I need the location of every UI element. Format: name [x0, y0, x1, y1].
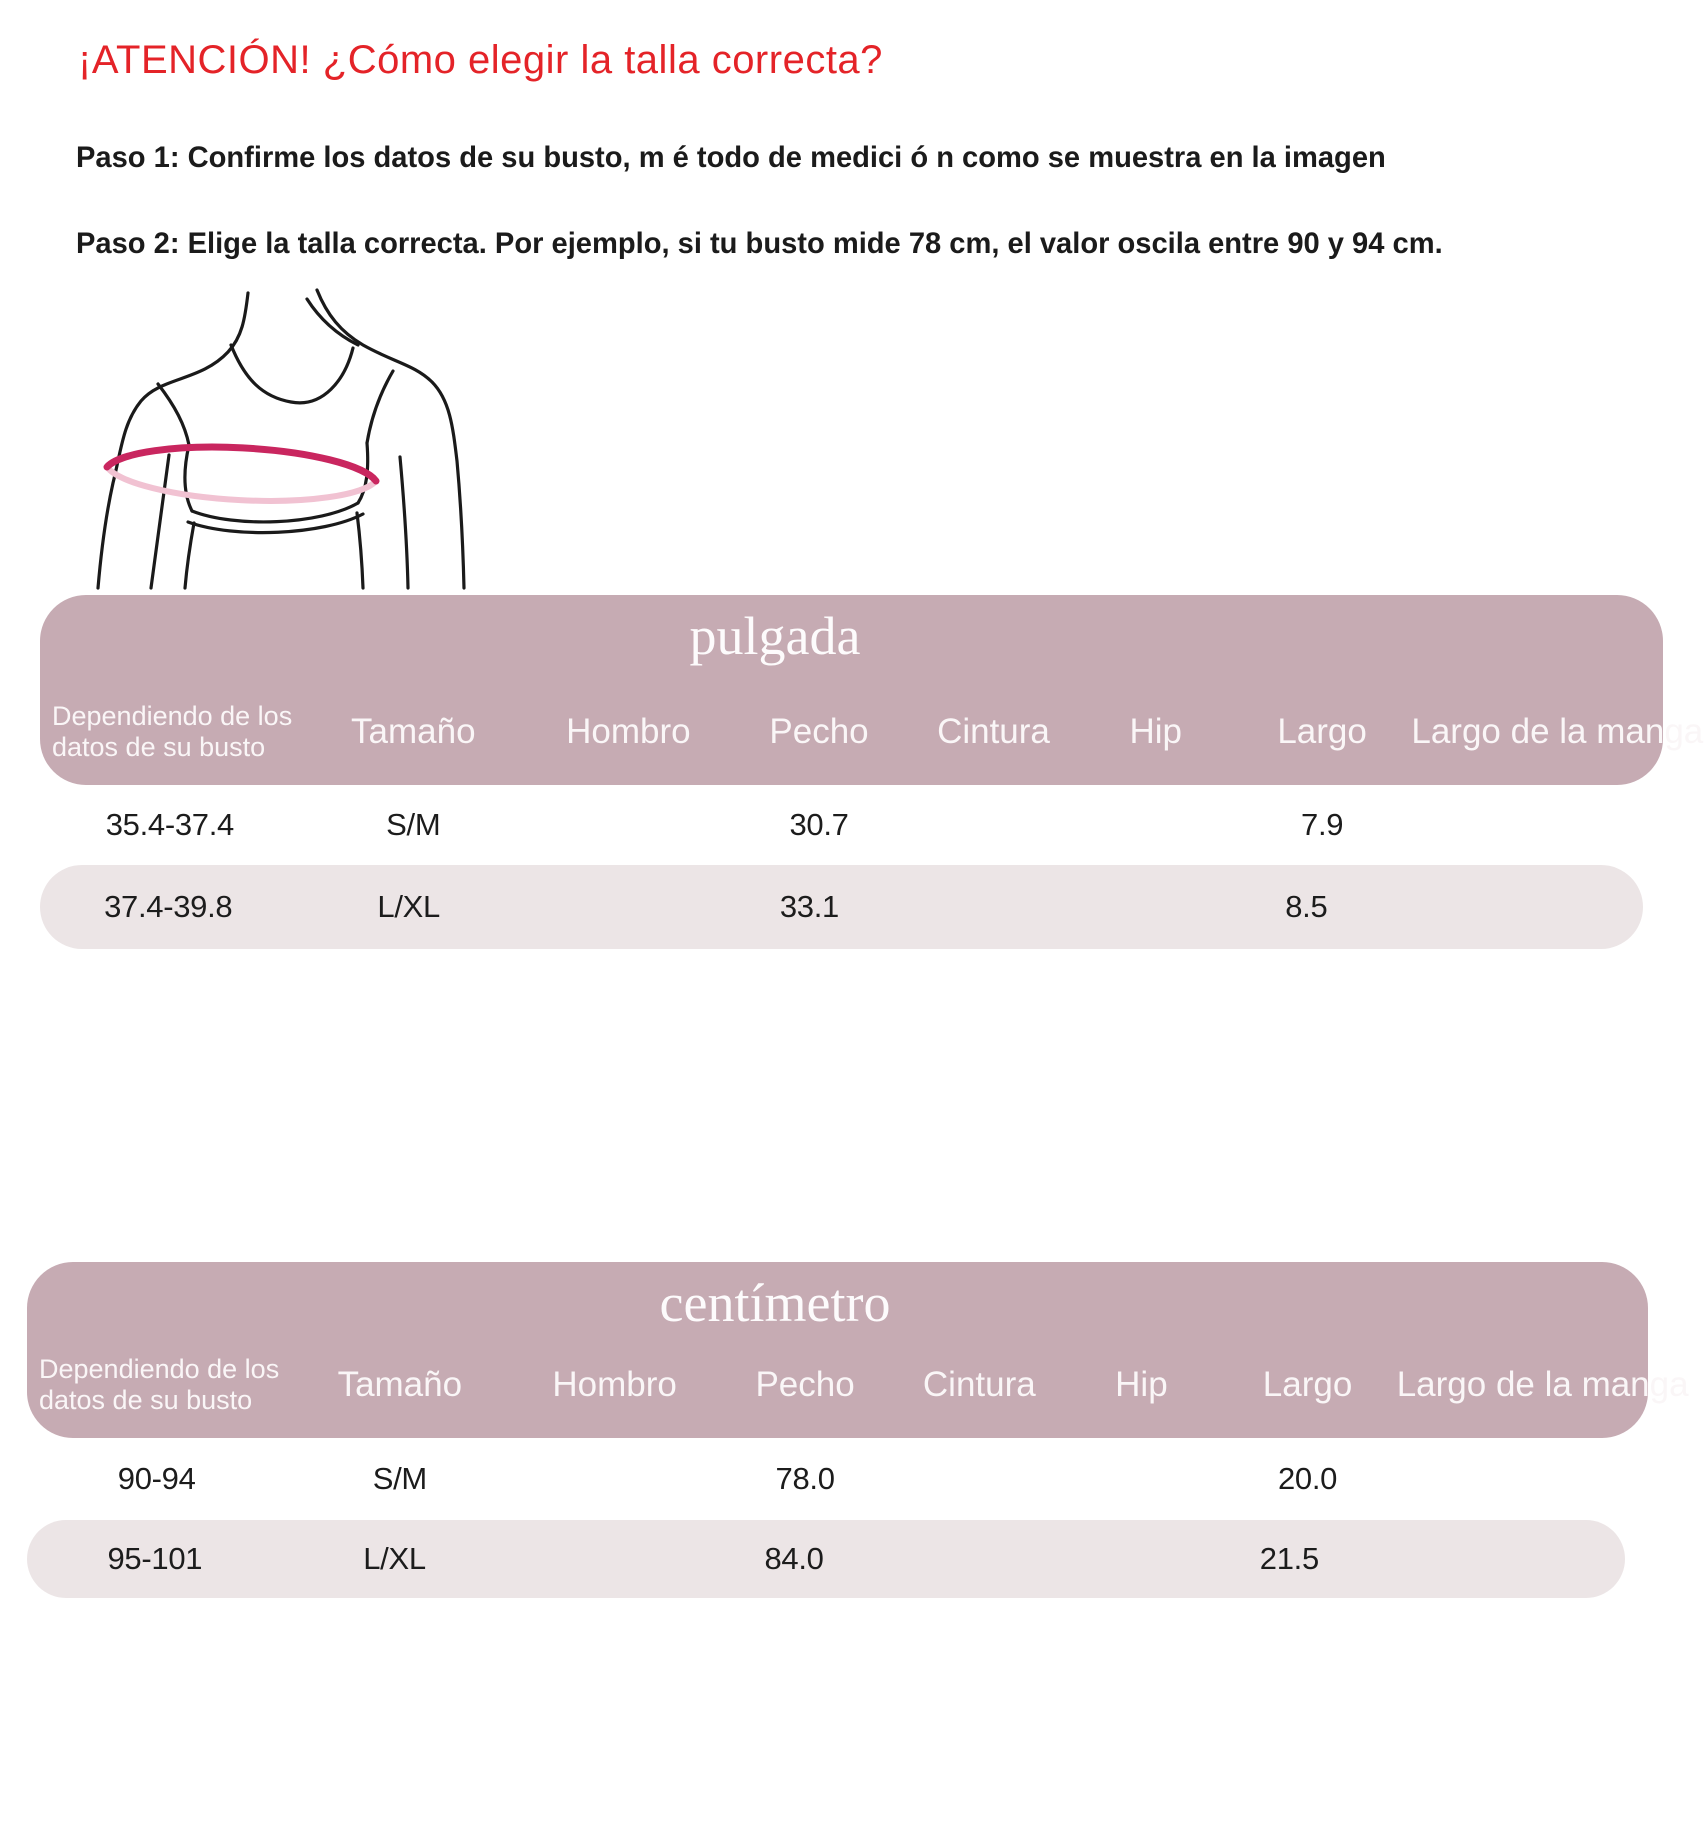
column-header-manga: Largo de la manga	[1411, 711, 1704, 751]
bra-neckline	[231, 345, 353, 403]
cell-pecho: 84.0	[764, 1541, 824, 1576]
cell-busto: 35.4-37.4	[105, 807, 234, 842]
cell-pecho: 33.1	[779, 889, 839, 924]
size-table-inches	[40, 595, 1704, 949]
cell-largo: 21.5	[1259, 1541, 1319, 1576]
cell-tamano: S/M	[372, 1461, 427, 1496]
unit-title: pulgada	[689, 606, 861, 666]
column-header-busto: Dependiendo de los datos de su busto	[39, 1354, 280, 1415]
column-header-hip: Hip	[1129, 711, 1183, 751]
cell-pecho: 30.7	[789, 807, 849, 842]
column-header-row	[27, 1346, 1689, 1424]
cell-tamano: L/XL	[363, 1541, 426, 1576]
column-header-pecho: Pecho	[769, 711, 869, 751]
table-row	[40, 785, 1663, 865]
size-table-centimeters	[27, 1262, 1689, 1598]
column-header-hip: Hip	[1115, 1364, 1168, 1404]
column-header-tamano: Tamaño	[351, 711, 476, 751]
unit-title: centímetro	[659, 1273, 891, 1333]
measuring-tape-back	[107, 467, 376, 501]
cell-pecho: 78.0	[775, 1461, 835, 1496]
table-header-band	[40, 595, 1704, 785]
column-header-row	[40, 693, 1704, 771]
table-header-band	[27, 1262, 1689, 1438]
column-header-cintura: Cintura	[937, 711, 1050, 751]
cell-largo: 20.0	[1277, 1461, 1338, 1496]
column-header-largo: Largo	[1277, 711, 1367, 751]
cell-largo: 8.5	[1285, 889, 1328, 924]
cell-tamano: S/M	[386, 807, 441, 842]
column-header-cintura: Cintura	[922, 1364, 1036, 1404]
body-outline-left	[98, 293, 248, 588]
column-header-hombro: Hombro	[552, 1364, 677, 1404]
column-header-manga: Largo de la manga	[1396, 1364, 1689, 1404]
table-row	[40, 865, 1643, 949]
column-header-tamano: Tamaño	[337, 1364, 463, 1404]
table-row	[27, 1520, 1625, 1598]
column-header-busto: Dependiendo de los datos de su busto	[52, 701, 293, 762]
step-1-text: Paso 1: Confirme los datos de su busto, m é todo de medici ó n como se muestra en la imagen	[76, 141, 1386, 174]
measuring-tape-front	[107, 447, 376, 481]
cell-largo: 7.9	[1301, 807, 1344, 842]
column-header-hombro: Hombro	[566, 711, 691, 751]
cell-busto: 90-94	[117, 1461, 196, 1496]
cell-tamano: L/XL	[377, 889, 440, 924]
column-header-largo: Largo	[1262, 1364, 1353, 1404]
bust-measurement-illustration	[95, 285, 485, 590]
table-row	[27, 1438, 1648, 1520]
bra-band	[192, 503, 358, 522]
page-title: ¡ATENCIÓN! ¿Cómo elegir la talla correcta?	[78, 38, 883, 82]
column-header-pecho: Pecho	[755, 1364, 855, 1404]
cell-busto: 37.4-39.8	[104, 889, 233, 924]
cell-busto: 95-101	[107, 1541, 203, 1576]
step-2-text: Paso 2: Elige la talla correcta. Por ejemplo, si tu busto mide 78 cm, el valor oscila entre 90 y 94 cm.	[76, 227, 1443, 260]
